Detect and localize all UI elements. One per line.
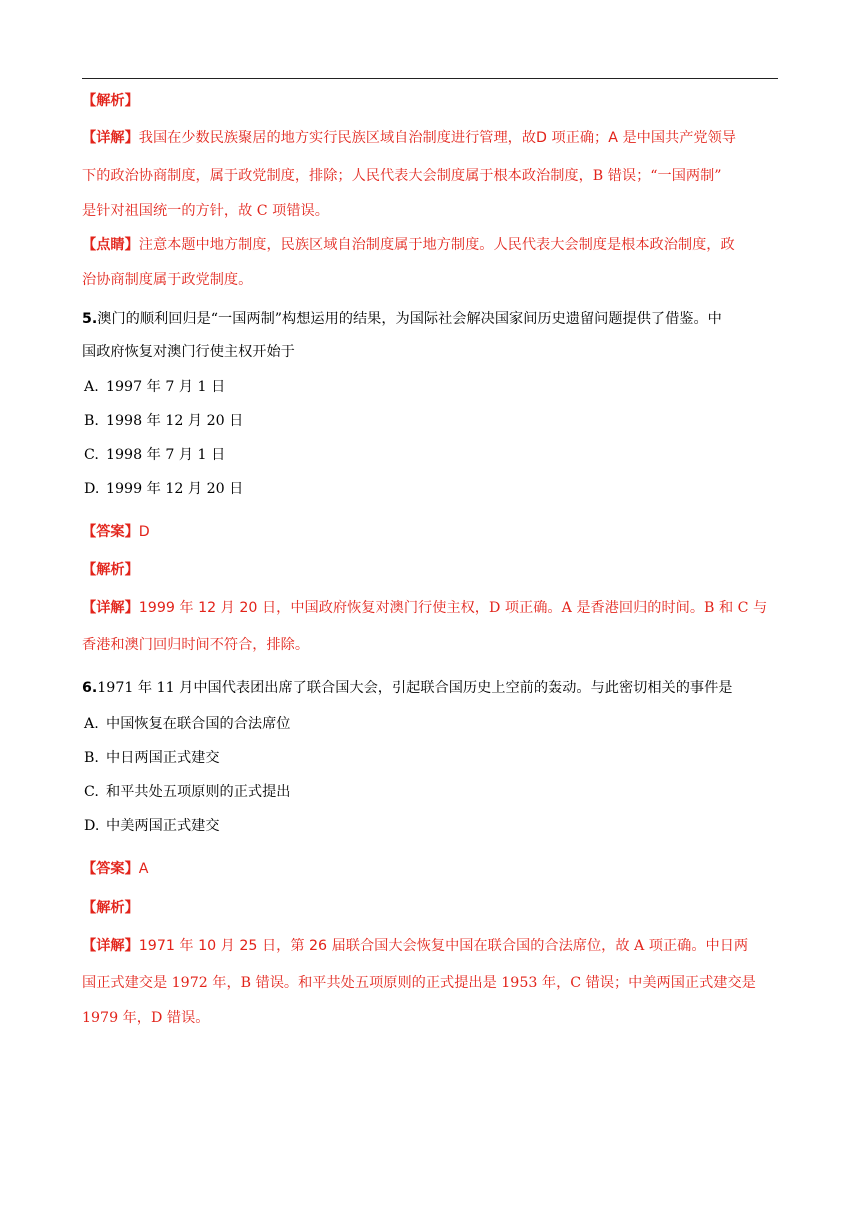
option-d: D. 1999 年 12 月 20 日 [84, 481, 244, 497]
detail-line [82, 166, 722, 186]
answer [82, 522, 150, 542]
option-c: C. 1998 年 7 月 1 日 [84, 447, 226, 463]
text-run: 【详解】 [82, 130, 139, 146]
jiexi-label: 【解析】 [82, 562, 139, 578]
question-stem-line: 国政府恢复对澳门行使主权开始于 [82, 344, 295, 360]
text-run: 1999 [138, 600, 175, 616]
detail-line [82, 936, 748, 956]
option-b: B. 1998 年 12 月 20 日 [84, 413, 244, 429]
option-d: D. 中美两国正式建交 [84, 818, 220, 834]
detail-line [82, 201, 329, 221]
question-stem: 5.澳门的顺利回归是“一国两制”构想运用的结果，为国际社会解决国家间历史遗留问题提供了借鉴。中 [82, 311, 722, 327]
text-run: 是针对祖国统一的方针，故 C 项错误。 [82, 203, 329, 219]
dianjing-line [82, 235, 735, 255]
option-b: B. 中日两国正式建交 [84, 750, 220, 766]
question-number: 6. [82, 680, 98, 696]
detail-line [82, 1008, 209, 1028]
text-run: 1979 年，D 错误。 [82, 1010, 210, 1026]
jiexi-label: 【解析】 [82, 900, 139, 916]
text-run: 20 [239, 600, 258, 616]
header-rule [82, 78, 778, 79]
text-run: 10 [198, 938, 217, 954]
text-run: D [536, 130, 547, 146]
dianjing-line [82, 270, 252, 290]
text-run: 26 [309, 938, 328, 954]
text-run: 1971 [138, 938, 175, 954]
question-number: 5. [82, 311, 98, 327]
text-run: 月 [216, 600, 240, 616]
text-run: 【详解】 [82, 938, 139, 954]
answer-value: A [138, 861, 149, 877]
answer [82, 859, 148, 879]
text-run: 25 [239, 938, 258, 954]
text-run: 年 [174, 938, 199, 954]
text-run: 届联合国大会恢复中国在联合国的合法席位，故 A 项正确。中日两 [327, 938, 749, 954]
text-run: A [608, 130, 618, 146]
option-a: A. 1997 年 7 月 1 日 [84, 379, 226, 395]
detail-line [82, 598, 767, 618]
text-run: 我国在少数民族聚居的地方实行民族区域自治制度进行管理，故 [138, 130, 537, 146]
text-run: 治协商制度属于政党制度。 [82, 272, 253, 288]
answer-label: 【答案】 [82, 524, 139, 540]
text-run: 【点睛】 [82, 237, 139, 253]
detail-line [82, 128, 736, 148]
text-run: 注意本题中地方制度，民族区域自治制度属于地方制度。人民代表大会制度是根本政治制度，政 [138, 237, 735, 253]
text-run: 项正确； [546, 130, 609, 146]
answer-label: 【答案】 [82, 861, 139, 877]
option-c: C. 和平共处五项原则的正式提出 [84, 784, 291, 800]
question-stem: 6.1971 年 11 月中国代表团出席了联合国大会，引起联合国历史上空前的轰动。与此密切相关的事件是 [82, 680, 733, 696]
answer-value: D [138, 524, 150, 540]
text-run: 下的政治协商制度，属于政党制度，排除；人民代表大会制度属于根本政治制度，B 错误；“一国两制” [82, 168, 722, 184]
text-run: 年 [174, 600, 199, 616]
text-run: 国正式建交是 1972 年，B 错误。和平共处五项原则的正式提出是 1953 年，C 错误；中美两国正式建交是 [82, 975, 756, 991]
detail-line [82, 973, 756, 993]
jiexi-label: 【解析】 [82, 93, 139, 109]
detail-line [82, 635, 309, 655]
text-run: 香港和澳门回归时间不符合，排除。 [82, 637, 310, 653]
text-run: 【详解】 [82, 600, 139, 616]
option-a: A. 中国恢复在联合国的合法席位 [84, 716, 291, 732]
text-run: 是中国共产党领导 [617, 130, 736, 146]
text-run: 月 [216, 938, 240, 954]
text-run: 日，中国政府恢复对澳门行使主权，D 项正确。A 是香港回归的时间。B 和 C 与 [257, 600, 768, 616]
text-run: 12 [198, 600, 217, 616]
text-run: 日，第 [257, 938, 310, 954]
